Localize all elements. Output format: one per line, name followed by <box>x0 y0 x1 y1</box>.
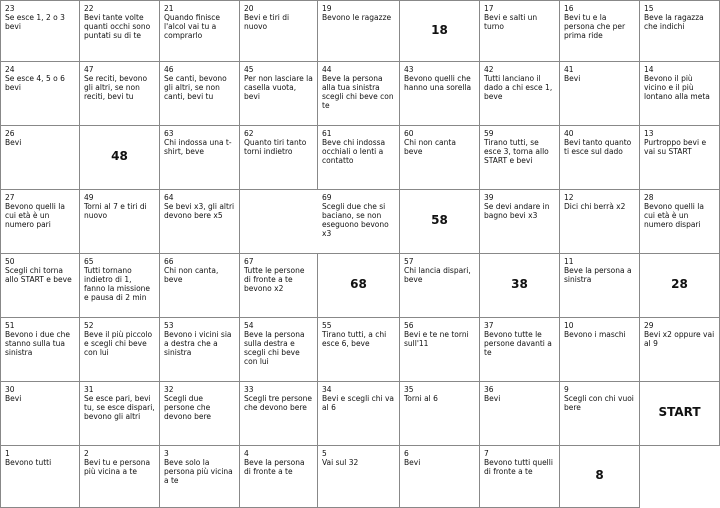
cell-number: 43 <box>404 65 414 74</box>
cell-instruction: Bevi <box>484 394 501 403</box>
board-cell <box>400 190 480 254</box>
cell-instruction: Scegli chi torna allo START e beve <box>5 266 72 284</box>
board-cell <box>160 126 240 190</box>
cell-number: 14 <box>644 65 654 74</box>
board-cell <box>400 254 480 318</box>
cell-instruction: Beve la persona di fronte a te <box>244 458 305 476</box>
board-cell <box>480 446 560 508</box>
board-cell <box>240 318 318 382</box>
board-cell <box>0 0 80 62</box>
cell-number: 53 <box>164 321 174 330</box>
cell-instruction: Bevono i maschi <box>564 330 626 339</box>
board-cell <box>318 126 400 190</box>
cell-number: 39 <box>484 193 494 202</box>
board-cell <box>318 62 400 126</box>
board-cell <box>640 62 720 126</box>
cell-instruction: Beve il più piccolo e scegli chi beve con lui <box>84 330 153 357</box>
cell-instruction: Bevono tutti <box>5 458 52 467</box>
board-cell <box>160 446 240 508</box>
cell-instruction: Scegli due persone che devono bere <box>164 394 212 421</box>
cell-instruction: Bevi e scegli chi va al 6 <box>322 394 395 412</box>
cell-number: 45 <box>244 65 254 74</box>
cell-number: 2 <box>84 449 89 458</box>
cell-instruction: Per non lasciare la casella vuota, bevi <box>244 74 313 101</box>
cell-number: 44 <box>322 65 332 74</box>
board-cell <box>240 190 318 254</box>
cell-instruction: Beve solo la persona più vicina a te <box>164 458 233 485</box>
board-cell <box>480 62 560 126</box>
cell-instruction: Bevono quelli che hanno una sorella <box>404 74 472 92</box>
cell-number: 60 <box>404 129 414 138</box>
cell-instruction: Beve la persona a sinistra <box>564 266 632 284</box>
board-cell <box>318 382 400 446</box>
cell-instruction: Quanto tiri tanto torni indietro <box>244 138 307 156</box>
board-cell <box>160 190 240 254</box>
board-cell <box>400 62 480 126</box>
cell-number: 66 <box>164 257 174 266</box>
board-cell <box>318 0 400 62</box>
cell-instruction: Bevi tu e la persona che per prima ride <box>564 13 626 40</box>
cell-number: 6 <box>404 449 409 458</box>
board-cell <box>400 382 480 446</box>
cell-number: 11 <box>564 257 574 266</box>
board-cell <box>0 190 80 254</box>
cell-number: 17 <box>484 4 494 13</box>
board-cell <box>640 318 720 382</box>
cell-instruction: Tutti lanciano il dado a chi esce 1, beve <box>484 74 553 101</box>
cell-number: 19 <box>322 4 332 13</box>
cell-instruction: Bevi <box>404 458 421 467</box>
board-cell <box>0 126 80 190</box>
cell-number: 16 <box>564 4 574 13</box>
cell-number: 31 <box>84 385 94 394</box>
cell-number: 30 <box>5 385 15 394</box>
cell-number: 61 <box>322 129 332 138</box>
cell-number: 46 <box>164 65 174 74</box>
board-cell <box>560 254 640 318</box>
board-cell <box>318 254 400 318</box>
cell-number: 64 <box>164 193 174 202</box>
cell-number: 33 <box>244 385 254 394</box>
board-cell <box>480 254 560 318</box>
board-cell <box>0 254 80 318</box>
cell-instruction: Scegli tre persone che devono bere <box>244 394 312 412</box>
cell-number: 9 <box>564 385 569 394</box>
board-cell <box>560 62 640 126</box>
board-cell <box>560 0 640 62</box>
cell-instruction: Bevi tanto quanto ti esce sul dado <box>564 138 632 156</box>
board-cell <box>80 318 160 382</box>
cell-instruction: Bevono quelli la cui età è un numero pari <box>5 202 65 229</box>
cell-instruction: Bevi <box>5 394 22 403</box>
board-cell <box>160 318 240 382</box>
cell-instruction: Bevono i vicini sia a destra che a sinistra <box>164 330 232 357</box>
cell-number: 40 <box>564 129 574 138</box>
board-cell <box>0 382 80 446</box>
board-cell <box>80 126 160 190</box>
cell-instruction: Vai sul 32 <box>322 458 359 467</box>
cell-instruction: Tutte le persone di fronte a te bevono x2 <box>244 266 305 293</box>
board-cell <box>80 190 160 254</box>
cell-number: 54 <box>244 321 254 330</box>
cell-number-big: 8 <box>595 468 604 482</box>
board-cell <box>318 318 400 382</box>
cell-instruction: Bevono i due che stanno sulla tua sinistra <box>5 330 70 357</box>
board-cell <box>560 382 640 446</box>
board-cell <box>480 0 560 62</box>
cell-instruction: Se canti, bevono gli altri, se non canti, bevi tu <box>164 74 227 101</box>
cell-instruction: Bevono quelli la cui età è un numero dispari <box>644 202 704 229</box>
cell-number-big: 68 <box>350 277 367 291</box>
cell-instruction: Torni al 6 <box>404 394 438 403</box>
cell-number: 59 <box>484 129 494 138</box>
cell-instruction: Se esce 4, 5 o 6 bevi <box>5 74 65 92</box>
cell-number: 65 <box>84 257 94 266</box>
cell-instruction: Purtroppo bevi e vai su START <box>644 138 707 156</box>
cell-number: 22 <box>84 4 94 13</box>
cell-number: 12 <box>564 193 574 202</box>
cell-number-big: 18 <box>431 23 448 37</box>
board-cell <box>318 446 400 508</box>
cell-number: 51 <box>5 321 15 330</box>
cell-number: 4 <box>244 449 249 458</box>
cell-number-big: 58 <box>431 213 448 227</box>
cell-number: 56 <box>404 321 414 330</box>
board-cell <box>80 446 160 508</box>
cell-number: 62 <box>244 129 254 138</box>
cell-instruction: Beve la persona sulla destra e scegli chi beve con lui <box>244 330 305 366</box>
board-cell <box>640 382 720 446</box>
cell-instruction: Bevi e salti un turno <box>484 13 538 31</box>
cell-number: 37 <box>484 321 494 330</box>
cell-number: 1 <box>5 449 10 458</box>
board-cell <box>640 126 720 190</box>
board-cell <box>400 0 480 62</box>
board-cell <box>640 190 720 254</box>
board-cell <box>0 318 80 382</box>
cell-instruction: Se reciti, bevono gli altri, se non reciti, bevi tu <box>84 74 148 101</box>
cell-instruction: Bevi x2 oppure vai al 9 <box>644 330 715 348</box>
board-cell <box>560 446 640 508</box>
cell-number: 24 <box>5 65 15 74</box>
cell-number: 41 <box>564 65 574 74</box>
cell-instruction: Bevono tutte le persone davanti a te <box>484 330 552 357</box>
cell-number-big: 28 <box>671 277 688 291</box>
board-cell <box>480 318 560 382</box>
cell-number: 27 <box>5 193 15 202</box>
cell-number: 13 <box>644 129 654 138</box>
cell-number: 63 <box>164 129 174 138</box>
cell-number: 7 <box>484 449 489 458</box>
cell-number: 49 <box>84 193 94 202</box>
cell-number: 23 <box>5 4 15 13</box>
cell-instruction: Chi non canta, beve <box>164 266 219 284</box>
board-cell <box>560 126 640 190</box>
cell-instruction: Bevono tutti quelli di fronte a te <box>484 458 553 476</box>
cell-number: 5 <box>322 449 327 458</box>
cell-instruction: Bevi tante volte quanti occhi sono puntati su di te <box>84 13 151 40</box>
cell-number: 67 <box>244 257 254 266</box>
board-cell <box>560 318 640 382</box>
cell-instruction: Se esce pari, bevi tu, se esce dispari, bevono gli altri <box>84 394 155 421</box>
cell-number: 47 <box>84 65 94 74</box>
cell-number: 42 <box>484 65 494 74</box>
start-label: START <box>658 405 701 419</box>
cell-instruction: Bevi e tiri di nuovo <box>244 13 290 31</box>
cell-number: 57 <box>404 257 414 266</box>
board-cell <box>480 382 560 446</box>
cell-number: 32 <box>164 385 174 394</box>
board-cell <box>400 446 480 508</box>
cell-instruction: Bevi e te ne torni sull'11 <box>404 330 469 348</box>
board-cell <box>240 254 318 318</box>
board-cell <box>400 126 480 190</box>
cell-number: 10 <box>564 321 574 330</box>
board-cell <box>0 62 80 126</box>
board-cell <box>240 0 318 62</box>
board-cell <box>80 382 160 446</box>
cell-instruction: Se devi andare in bagno bevi x3 <box>484 202 550 220</box>
board-cell <box>240 126 318 190</box>
cell-number: 50 <box>5 257 15 266</box>
cell-number: 55 <box>322 321 332 330</box>
cell-instruction: Tutti tornano indietro di 1, fanno la missione e pausa di 2 min <box>84 266 151 302</box>
cell-instruction: Scegli due che si baciano, se non eseguono bevono x3 <box>322 202 389 238</box>
cell-number: 69 <box>322 193 332 202</box>
cell-instruction: Chi non canta beve <box>404 138 456 156</box>
board-cell <box>240 446 318 508</box>
board-cell <box>160 382 240 446</box>
cell-instruction: Se bevi x3, gli altri devono bere x5 <box>164 202 235 220</box>
cell-number: 3 <box>164 449 169 458</box>
board-cell <box>400 318 480 382</box>
cell-number: 34 <box>322 385 332 394</box>
cell-instruction: Quando finisce l'alcol vai tu a comprarlo <box>164 13 220 40</box>
cell-instruction: Chi lancia dispari, beve <box>404 266 471 284</box>
cell-number-big: 48 <box>111 149 128 163</box>
board-cell <box>480 126 560 190</box>
cell-number: 29 <box>644 321 654 330</box>
cell-number: 26 <box>5 129 15 138</box>
cell-instruction: Tirano tutti, a chi esce 6, beve <box>322 330 387 348</box>
board-cell <box>318 190 400 254</box>
cell-number: 28 <box>644 193 654 202</box>
board-cell <box>560 190 640 254</box>
cell-number: 52 <box>84 321 94 330</box>
cell-number: 20 <box>244 4 254 13</box>
board-cell <box>160 0 240 62</box>
cell-instruction: Beve chi indossa occhiali o lenti a contatto <box>322 138 386 165</box>
board-cell <box>80 254 160 318</box>
cell-number: 36 <box>484 385 494 394</box>
cell-instruction: Bevono il più vicino e il più lontano alla meta <box>644 74 710 101</box>
cell-instruction: Bevi tu e persona più vicina a te <box>84 458 151 476</box>
cell-instruction: Se esce 1, 2 o 3 bevi <box>5 13 65 31</box>
cell-instruction: Bevi <box>564 74 581 83</box>
cell-instruction: Chi indossa una t-shirt, beve <box>164 138 232 156</box>
cell-instruction: Torni al 7 e tiri di nuovo <box>84 202 147 220</box>
board-cell <box>640 0 720 62</box>
board-cell <box>80 62 160 126</box>
board-cell <box>240 382 318 446</box>
cell-instruction: Tirano tutti, se esce 3, torna allo START e bevi <box>484 138 549 165</box>
board-cell <box>640 254 720 318</box>
cell-number: 21 <box>164 4 174 13</box>
board-cell <box>240 62 318 126</box>
cell-number: 15 <box>644 4 654 13</box>
board-cell <box>160 62 240 126</box>
board-cell <box>0 446 80 508</box>
cell-instruction: Scegli con chi vuoi bere <box>564 394 634 412</box>
cell-number: 35 <box>404 385 414 394</box>
cell-instruction: Beve la ragazza che indichi <box>644 13 704 31</box>
cell-instruction: Beve la persona alla tua sinistra scegli chi beve con te <box>322 74 394 110</box>
cell-instruction: Bevi <box>5 138 22 147</box>
cell-instruction: Bevono le ragazze <box>322 13 392 22</box>
board-cell <box>480 190 560 254</box>
cell-number-big: 38 <box>511 277 528 291</box>
board-cell <box>80 0 160 62</box>
board-cell <box>160 254 240 318</box>
cell-instruction: Dici chi berrà x2 <box>564 202 626 211</box>
